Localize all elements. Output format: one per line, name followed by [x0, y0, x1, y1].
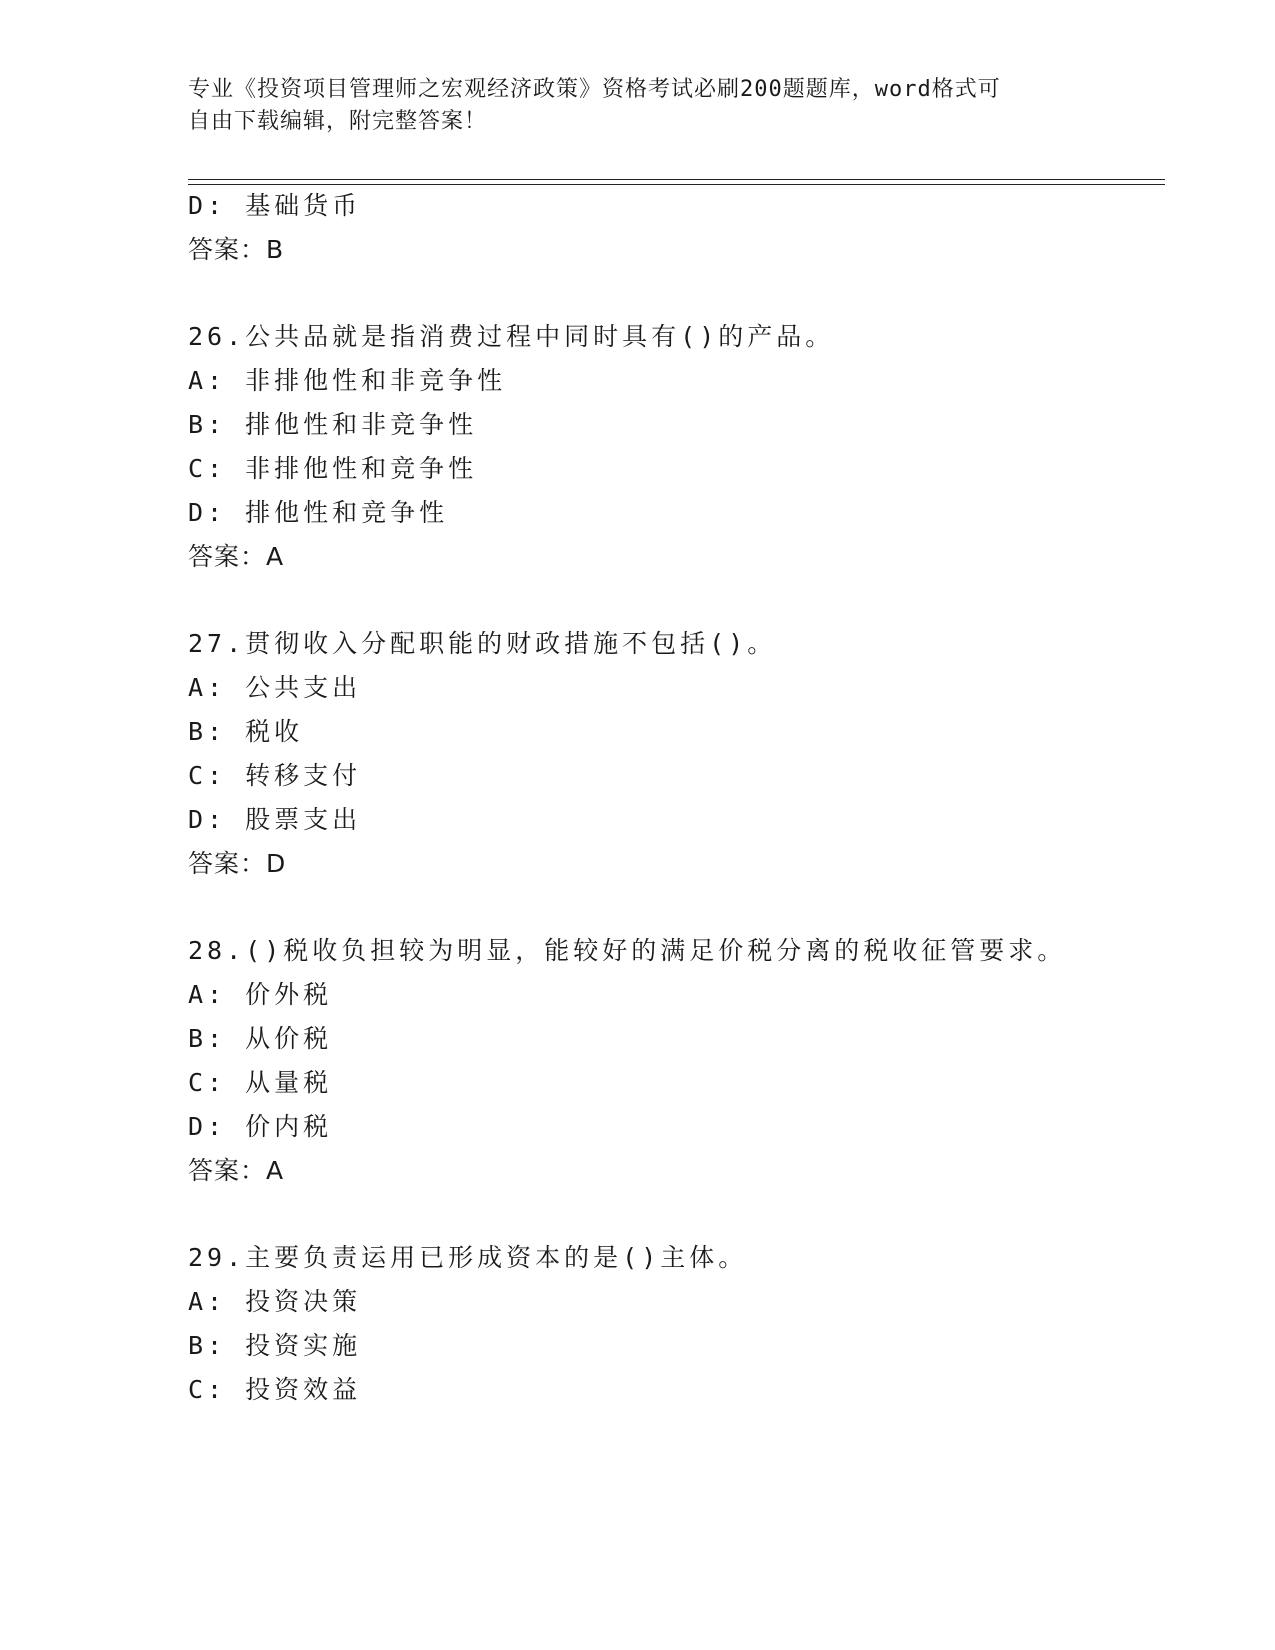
option-b: B: 投资实施: [188, 1331, 362, 1360]
option-a: A: 公共支出: [188, 673, 362, 702]
option-c: C: 从量税: [188, 1068, 333, 1097]
header-line-1: 专业《投资项目管理师之宏观经济政策》资格考试必刷200题题库，word格式可: [188, 77, 1001, 102]
header-line-2: 自由下载编辑，附完整答案！: [188, 109, 488, 134]
option-c: C: 投资效益: [188, 1375, 362, 1404]
option-c: C: 非排他性和竞争性: [188, 454, 478, 483]
answer-line: 答案：A: [188, 1156, 285, 1185]
option-c: C: 转移支付: [188, 761, 362, 790]
question-stem: 29.主要负责运用已形成资本的是()主体。: [188, 1243, 748, 1272]
option-d: D: 价内税: [188, 1112, 333, 1141]
header-rule-bottom: [188, 184, 1165, 185]
option-a: A: 非排他性和非竞争性: [188, 366, 507, 395]
question-stem: 28.()税收负担较为明显，能较好的满足价税分离的税收征管要求。: [188, 936, 1067, 965]
answer-line: 答案：B: [188, 235, 285, 264]
option-d: D: 基础货币: [188, 191, 362, 220]
header-rule-top: [188, 179, 1165, 180]
option-d: D: 股票支出: [188, 805, 362, 834]
option-b: B: 从价税: [188, 1024, 333, 1053]
option-a: A: 价外税: [188, 980, 333, 1009]
answer-line: 答案：D: [188, 849, 287, 878]
question-stem: 27.贯彻收入分配职能的财政措施不包括()。: [188, 629, 777, 658]
document-header: [188, 74, 1088, 138]
answer-line: 答案：A: [188, 542, 285, 571]
question-stem: 26.公共品就是指消费过程中同时具有()的产品。: [188, 322, 835, 351]
option-b: B: 排他性和非竞争性: [188, 410, 478, 439]
option-a: A: 投资决策: [188, 1287, 362, 1316]
option-d: D: 排他性和竞争性: [188, 498, 449, 527]
option-b: B: 税收: [188, 717, 304, 746]
